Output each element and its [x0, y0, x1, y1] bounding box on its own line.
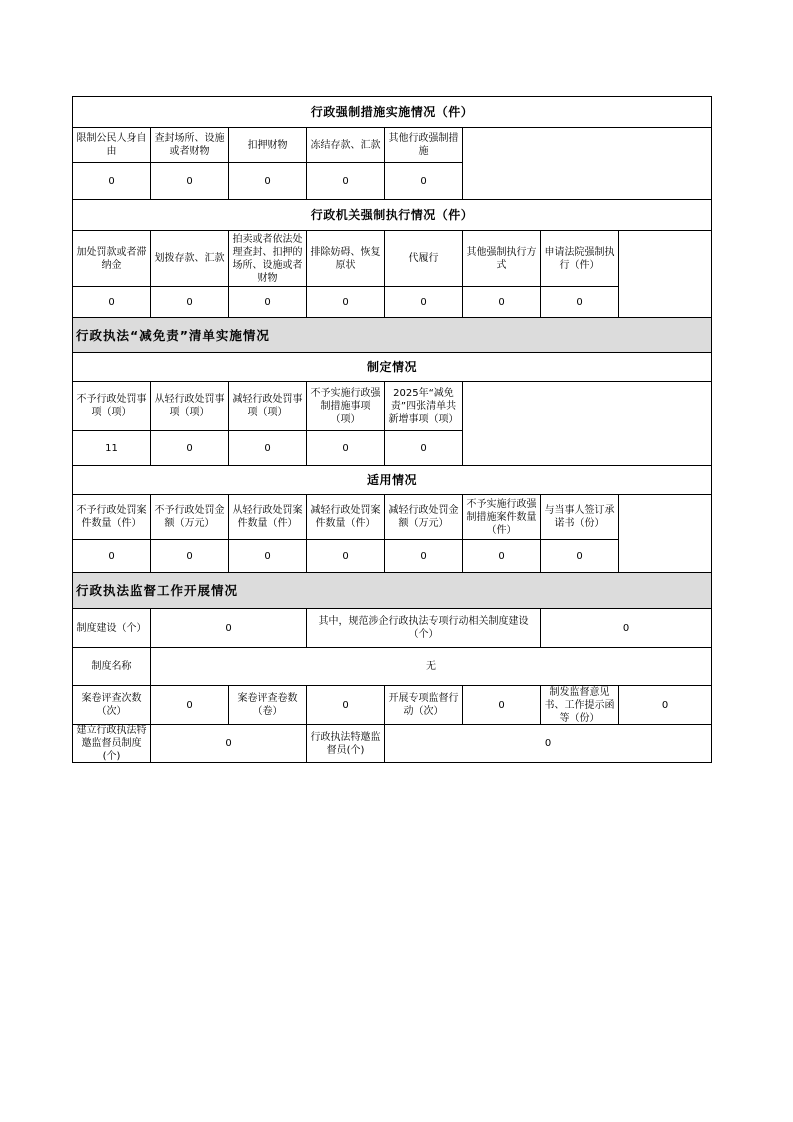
- enforcement-value-cell: 0: [228, 286, 307, 318]
- enforcement-header-cell: 申请法院强制执行（件）: [540, 230, 619, 287]
- report-table: [72, 96, 712, 763]
- coercive-value-cell: 0: [150, 162, 229, 200]
- application-value-cell: 0: [228, 539, 307, 573]
- enforcement-header-cell: 代履行: [384, 230, 463, 287]
- supervision-section-title: 行政执法监督工作开展情况: [72, 572, 712, 609]
- enforcement-value-cell: 0: [384, 286, 463, 318]
- application-header-cell: 不予行政处罚金额（万元）: [150, 494, 229, 540]
- formulation-header-cell: 2025年“减免责”四张清单共新增事项（项）: [384, 381, 463, 431]
- enforcement-header-cell: 划拨存款、汇款: [150, 230, 229, 287]
- coercive-header-cell: 冻结存款、汇款: [306, 127, 385, 163]
- system-count-value: 0: [150, 608, 307, 648]
- formulation-value-cell: 0: [150, 430, 229, 466]
- application-header-cell: 减轻行政处罚案件数量（件）: [306, 494, 385, 540]
- coercive-header-cell: 限制公民人身自由: [72, 127, 151, 163]
- enforcement-value-cell: 0: [462, 286, 541, 318]
- application-header-cell: 减轻行政处罚金额（万元）: [384, 494, 463, 540]
- case-review-files-value: 0: [306, 685, 385, 725]
- formulation-value-cell: 0: [384, 430, 463, 466]
- enforcement-header-cell: 拍卖或者依法处理查封、扣押的场所、设施或者财物: [228, 230, 307, 287]
- jianmianze-section-title: 行政执法“减免责”清单实施情况: [72, 317, 712, 353]
- formulation-value-cell: 11: [72, 430, 151, 466]
- system-count-label: 制度建设（个）: [72, 608, 151, 648]
- application-value-cell: 0: [540, 539, 619, 573]
- coercive-header-cell: 其他行政强制措施: [384, 127, 463, 163]
- enforcement-header-cell: 其他强制执行方式: [462, 230, 541, 287]
- opinion-letters-value: 0: [618, 685, 712, 725]
- system-name-label: 制度名称: [72, 647, 151, 686]
- invited-system-label: 建立行政执法特邀监督员制度(个): [72, 724, 151, 763]
- formulation-header-cell: 不予行政处罚事项（项）: [72, 381, 151, 431]
- coercive-header-cell: 扣押财物: [228, 127, 307, 163]
- application-value-cell: 0: [306, 539, 385, 573]
- formulation-header-cell: 不予实施行政强制措施事项（项）: [306, 381, 385, 431]
- coercive-value-cell: 0: [306, 162, 385, 200]
- coercive-value-cell: 0: [384, 162, 463, 200]
- enforcement-value-cell: 0: [72, 286, 151, 318]
- special-supervision-label: 开展专项监督行动（次）: [384, 685, 463, 725]
- invited-members-label: 行政执法特邀监督员(个): [306, 724, 385, 763]
- coercive-value-cell: 0: [228, 162, 307, 200]
- application-header-cell: 不予行政处罚案件数量（件）: [72, 494, 151, 540]
- special-action-value: 0: [540, 608, 712, 648]
- application-title: 适用情况: [72, 465, 712, 495]
- invited-system-value: 0: [150, 724, 307, 763]
- case-review-times-value: 0: [150, 685, 229, 725]
- coercive-blank-area: [462, 127, 712, 200]
- application-blank-area: [618, 494, 712, 573]
- formulation-header-cell: 从轻行政处罚事项（项）: [150, 381, 229, 431]
- application-header-cell: 从轻行政处罚案件数量（件）: [228, 494, 307, 540]
- invited-members-value: 0: [384, 724, 712, 763]
- formulation-blank-area: [462, 381, 712, 466]
- enforcement-value-cell: 0: [540, 286, 619, 318]
- enforcement-value-cell: 0: [150, 286, 229, 318]
- application-header-cell: 不予实施行政强制措施案件数量（件）: [462, 494, 541, 540]
- application-value-cell: 0: [150, 539, 229, 573]
- formulation-title: 制定情况: [72, 352, 712, 382]
- application-header-cell: 与当事人签订承诺书（份）: [540, 494, 619, 540]
- application-value-cell: 0: [384, 539, 463, 573]
- application-value-cell: 0: [72, 539, 151, 573]
- formulation-header-cell: 减轻行政处罚事项（项）: [228, 381, 307, 431]
- special-action-label: 其中，规范涉企行政执法专项行动相关制度建设（个）: [306, 608, 541, 648]
- enforcement-blank-area: [618, 230, 712, 318]
- enforcement-value-cell: 0: [306, 286, 385, 318]
- enforcement-header-cell: 排除妨碍、恢复原状: [306, 230, 385, 287]
- coercive-value-cell: 0: [72, 162, 151, 200]
- special-supervision-value: 0: [462, 685, 541, 725]
- enforcement-header-cell: 加处罚款或者滞纳金: [72, 230, 151, 287]
- case-review-files-label: 案卷评查卷数（卷）: [228, 685, 307, 725]
- opinion-letters-label: 制发监督意见书、工作提示函等（份）: [540, 685, 619, 725]
- enforcement-title: 行政机关强制执行情况（件）: [72, 199, 712, 231]
- coercive-measures-title: 行政强制措施实施情况（件）: [72, 96, 712, 128]
- system-name-value: 无: [150, 647, 712, 686]
- formulation-value-cell: 0: [228, 430, 307, 466]
- formulation-value-cell: 0: [306, 430, 385, 466]
- coercive-header-cell: 查封场所、设施或者财物: [150, 127, 229, 163]
- case-review-times-label: 案卷评查次数（次）: [72, 685, 151, 725]
- application-value-cell: 0: [462, 539, 541, 573]
